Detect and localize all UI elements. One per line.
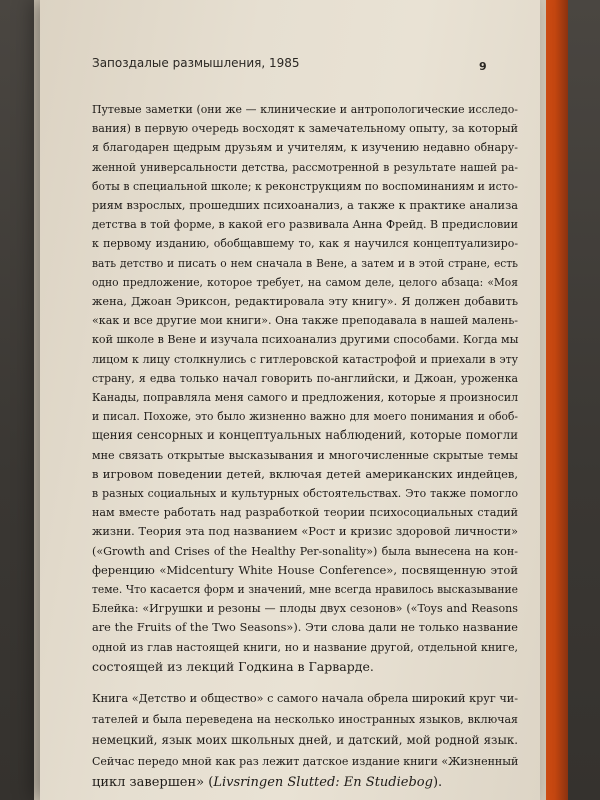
text-line: жизни. Теория эта под названием «Рост и кризис здоровой личности» <box>92 525 518 539</box>
text-line: в разных социальных и культурных обстоятельствах. Это также помогло <box>92 487 518 501</box>
text-line: состоящей из лекций Годкина в Гарварде. <box>92 658 374 674</box>
text-line: кой школе в Вене и изучала психоанализ другими способами. Когда мы <box>92 333 519 347</box>
text-line: детства в той форме, в какой его развивала Анна Фрейд. В предисловии <box>92 218 518 232</box>
text-line: вания) в первую очередь восходят к замечательному опыту, за который <box>92 122 518 136</box>
text-line: и писал. Похоже, это было жизненно важно для моего понимания и обоб- <box>92 410 518 424</box>
text-line: одно предложение, которое требует, на самом деле, целого абзаца: «Моя <box>92 275 518 289</box>
text-line: одной из глав настоящей книги, но и название другой, отдельной книге, <box>92 640 518 654</box>
text-line: Блейка: «Игрушки и резоны — плоды двух сезонов» («Toys and Reasons <box>92 602 518 616</box>
text-line: мне связать открытые высказывания и многочисленные скрытые темы <box>92 448 518 462</box>
text-line: страну, я едва только начал говорить по-английски, и Джоан, уроженка <box>92 371 518 385</box>
text-line: немецкий, язык моих школьных дней, и датский, мой родной язык. <box>92 733 518 748</box>
text-line: лицом к лицу столкнулись с гитлеровской катастрофой и приехали в эту <box>92 352 518 366</box>
text-line: в игровом поведении детей, включая детей американских индейцев, <box>92 466 518 481</box>
page-number: 9 <box>479 60 487 73</box>
text-line: Путевые заметки (они же — клинические и антропологические исследо- <box>92 103 518 116</box>
text-line: к первому изданию, обобщавшему то, как я научился концептуализиро- <box>92 237 518 251</box>
text-line: Книга «Детство и общество» с самого начала обрела широкий круг чи- <box>92 692 518 706</box>
text-line: жена, Джоан Эриксон, редактировала эту книгу». Я должен добавить <box>92 295 518 309</box>
text-line: я благодарен щедрым друзьям и учителям, к изучению недавно обнару- <box>92 141 518 155</box>
text-line: Канады, поправляла меня самого и предложения, которые я произносил <box>92 391 518 405</box>
text-line: «как и все другие мои книги». Она также преподавала в нашей малень- <box>92 314 518 328</box>
text-line <box>92 772 518 793</box>
text-line: («Growth and Crises of the Healthy Per-sonality») была вынесена на кон- <box>92 544 518 558</box>
text-line: теме. Что касается форм и значений, мне всегда нравилось высказывание <box>92 583 518 597</box>
book-title-italic: Livsringen Slutted: En Studiebog <box>213 775 433 791</box>
text-line: щения сенсорных и концептуальных наблюдений, которые помогли <box>92 428 518 443</box>
text-fragment: цикл завершен» ( <box>92 775 214 791</box>
body-text <box>92 100 518 793</box>
text-line: боты в специальной школе; к реконструкциям по воспоминаниям и исто- <box>92 179 518 193</box>
text-line: женной универсальности детства, рассмотренной в результате нашей ра- <box>92 160 518 174</box>
text-line: Сейчас передо мной как раз лежит датское издание книги «Жизненный <box>92 755 519 769</box>
text-line: нам вместе работать над разработкой теории психосоциальных стадий <box>92 506 518 520</box>
running-title: Запоздалые размышления, 1985 <box>92 56 300 70</box>
text-line: ференцию «Midcentury White House Conference», посвященную этой <box>92 562 518 577</box>
paragraph-1 <box>92 100 518 676</box>
text-line: риям взрослых, прошедших психоанализ, а также к практике анализа <box>92 199 518 213</box>
text-line: are the Fruits of the Two Seasons»). Эти слова дали не только название <box>92 621 518 635</box>
text-fragment: ). <box>432 775 443 791</box>
paragraph-2 <box>92 688 518 793</box>
text-line: вать детство и писать о нем сначала в Вене, а затем и в этой стране, есть <box>92 256 518 270</box>
text-line: тателей и была переведена на несколько иностранных языков, включая <box>92 713 518 727</box>
